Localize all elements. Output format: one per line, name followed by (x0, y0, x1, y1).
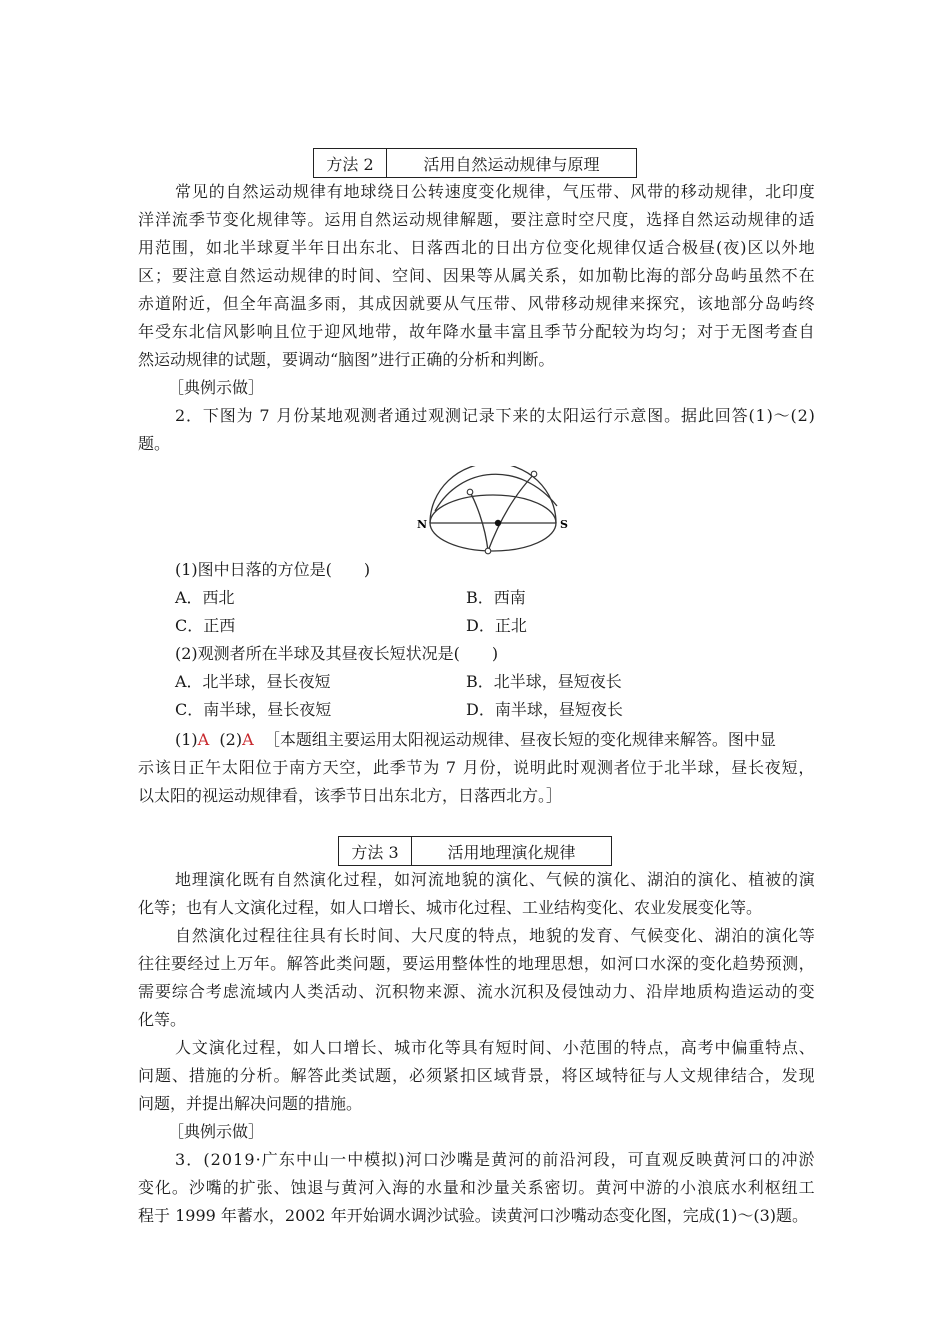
option: B．北半球，昼短夜长 (466, 672, 622, 691)
method3-para-line: 自 然 演 化 过 程 往 往 具 有 长 时 间 、 大 尺 度 的 特 点 ， 地 貌 的 发 育 、 气 候 变 化 、 湖 泊 的 演 化 等 (175, 926, 815, 945)
method3-para-line: 人 文 演 化 过 程 ， 如 人 口 增 长 、 城 市 化 等 具 有 短 时 间 、 小 范 围 的 特 点 ， 高 考 中 偏 重 特 点 、 (175, 1038, 815, 1057)
method2-para-line: 洋 洋 流 季 节 变 化 规 律 等 。 运 用 自 然 运 动 规 律 解 题 ， 要 注 意 时 空 尺 度 ， 选 择 自 然 运 动 规 律 的 适 (138, 210, 815, 229)
sun-position-marker (467, 489, 473, 495)
method3-para-line: 化等；也有人文演化过程，如人口增长、城市化过程、工业结构变化、农业发展变化等。 (138, 898, 763, 917)
method3-para-line: 需 要 综 合 考 虑 流 域 内 人 类 活 动 、 沉 积 物 来 源 、 流 水 沉 积 及 侵 蚀 动 力 、 沿 岸 地 质 构 造 运 动 的 变 (138, 982, 815, 1001)
method2-para-line: 然运动规律的试题，要调动“脑图”进行正确的分析和判断。 (138, 350, 555, 369)
option: A．西北 (175, 588, 235, 607)
option: C．正西 (175, 616, 236, 635)
method3-para-line: 地 理 演 化 既 有 自 然 演 化 过 程 ， 如 河 流 地 貌 的 演 化 、 气 候 的 演 化 、 湖 泊 的 演 化 、 植 被 的 演 (175, 870, 815, 889)
method3-para-line: 往 往 要 经 过 上 万 年 。 解 答 此 类 问 题 ， 要 运 用 整 体 性 的 地 理 思 想 ， 如 河 口 水 深 的 变 化 趋 势 预 测 ， (138, 954, 815, 973)
method2-para-line: 常 见 的 自 然 运 动 规 律 有 地 球 绕 日 公 转 速 度 变 化 规 律 ， 气 压 带 、 风 带 的 移 动 规 律 ， 北 印 度 (175, 182, 815, 201)
question-2-stem: 题。 (138, 434, 171, 453)
answer-value-1: A (197, 730, 210, 749)
answer-explanation: 示 该 日 正 午 太 阳 位 于 南 方 天 空 ， 此 季 节 为 7 月 份 ， 说 明 此 时 观 测 者 位 于 北 半 球 ， 昼 长 夜 短 ， (138, 758, 815, 777)
answer-explanation: ［本题组主要运用太阳视运动规律、昼夜长短的变化规律来解答。图中显 (263, 730, 776, 749)
example-tag: ［典例示做］ (168, 378, 265, 397)
answer-line (175, 726, 776, 754)
question-2-stem: 2 ． 下 图 为 7 月 份 某 地 观 测 者 通 过 观 测 记 录 下 来 的 太 阳 运 行 示 意 图 。 据 此 回 答 ( 1 ) ～ ( 2 ) (175, 406, 815, 425)
answer-explanation: 以太阳的视运动规律看，该季节日出东北方，日落西北方。］ (138, 786, 563, 805)
observer-point (495, 520, 501, 526)
answer-label-1: (1) (175, 730, 198, 749)
answer-value-2: A (242, 730, 254, 749)
label-s: S (560, 518, 568, 531)
question-3-stem: 3 ． ( 2 0 1 9 · 广 东 中 山 一 中 模 拟 ) 河 口 沙 嘴 是 黄 河 的 前 沿 河 段 ， 可 直 观 反 映 黄 河 口 的 冲 淤 (175, 1150, 815, 1169)
method2-label: 方法 2 (314, 149, 387, 177)
method2-para-line: 赤 道 附 近 ， 但 全 年 高 温 多 雨 ， 其 成 因 就 要 从 气 压 带 、 风 带 移 动 规 律 来 探 究 ， 该 地 部 分 岛 屿 终 (138, 294, 815, 313)
option: C．南半球，昼长夜短 (175, 700, 332, 719)
sub-question-1: (1)图中日落的方位是( ) (175, 560, 371, 579)
option: D．南半球，昼短夜长 (466, 700, 623, 719)
option: B．西南 (466, 588, 526, 607)
method2-title: 活用自然运动规律与原理 (423, 154, 600, 174)
sun-position-marker (485, 548, 491, 554)
option: D．正北 (466, 616, 527, 635)
method2-para-line: 用 范 围 ， 如 北 半 球 夏 半 年 日 出 东 北 、 日 落 西 北 的 日 出 方 位 变 化 规 律 仅 适 合 极 昼 ( 夜 ) 区 以 外 地 (138, 238, 815, 257)
method3-para-line: 化等。 (138, 1010, 187, 1029)
method3-label: 方法 3 (339, 837, 412, 865)
example-tag: ［典例示做］ (168, 1122, 265, 1141)
sub-question-2: (2)观测者所在半球及其昼夜长短状况是( ) (175, 644, 499, 663)
answer-label-2: (2) (219, 730, 243, 749)
option: A．北半球，昼长夜短 (175, 672, 331, 691)
label-n: N (417, 518, 428, 531)
method3-header (338, 836, 612, 866)
question-3-stem: 程于 1999 年蓄水，2002 年开始调水调沙试验。读黄河口沙嘴动态变化图，完成(1)～(3)题。 (138, 1206, 809, 1225)
question-3-stem: 变 化 。 沙 嘴 的 扩 张 、 蚀 退 与 黄 河 入 海 的 水 量 和 沙 量 关 系 密 切 。 黄 河 中 游 的 小 浪 底 水 利 枢 纽 工 (138, 1178, 815, 1197)
method3-para-line: 问题，并提出解决问题的措施。 (138, 1094, 363, 1113)
method2-para-line: 年 受 东 北 信 风 影 响 且 位 于 迎 风 地 带 ， 故 年 降 水 量 丰 富 且 季 节 分 配 较 为 均 匀 ； 对 于 无 图 考 查 自 (138, 322, 815, 341)
sun-path-upper (435, 474, 557, 511)
sun-path-arc (488, 474, 534, 551)
method3-para-line: 问 题 、 措 施 的 分 析 。 解 答 此 类 试 题 ， 必 须 紧 扣 区 域 背 景 ， 将 区 域 特 征 与 人 文 规 律 结 合 ， 发 现 (138, 1066, 815, 1085)
sun-path-figure (415, 466, 575, 556)
method3-title: 活用地理演化规律 (447, 842, 576, 862)
method2-para-line: 区 ； 要 注 意 自 然 运 动 规 律 的 时 间 、 空 间 、 因 果 等 从 属 关 系 ， 如 加 勒 比 海 的 部 分 岛 屿 虽 然 不 在 (138, 266, 815, 285)
method2-header (313, 148, 637, 178)
sun-path-arc (470, 492, 488, 551)
sun-position-marker (531, 471, 537, 477)
